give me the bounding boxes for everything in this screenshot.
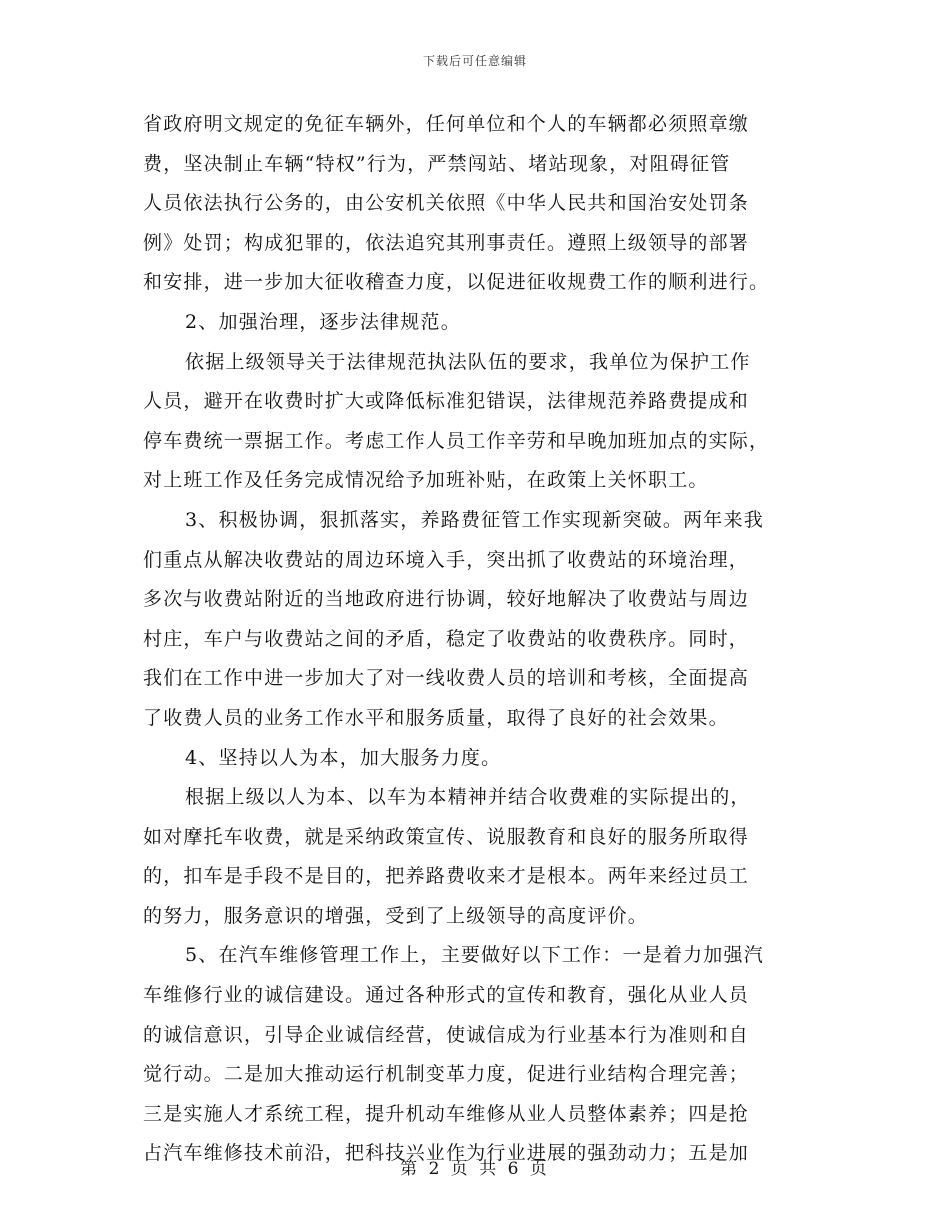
text-line: 三是实施人才系统工程，提升机动车维修从业人员整体素养；四是抢 (143, 1102, 750, 1125)
text-line: 4、坚持以人为本，加大服务力度。 (185, 746, 502, 769)
text-line: 的，扣车是手段不是目的，把养路费收来才是根本。两年来经过员工 (143, 865, 750, 888)
text-line: 5、在汽车维修管理工作上，主要做好以下工作：一是着力加强汽 (185, 944, 764, 967)
text-line: 觉行动。二是加大推动运行机制变革力度，促进行业结构合理完善； (143, 1063, 750, 1086)
footer-total-pages: 6 (507, 1159, 522, 1179)
document-body (143, 105, 808, 1174)
page-header: 下载后可任意编辑 (422, 54, 527, 68)
footer-prefix: 第 (400, 1159, 421, 1179)
text-line: 停车费统一票据工作。考虑工作人员工作辛劳和早晚加班加点的实际， (143, 429, 770, 452)
text-line: 费，坚决制止车辆“特权”行为，严禁闯站、堵站现象，对阻碍征管 (143, 152, 731, 175)
page-footer (0, 1154, 950, 1179)
text-line: 如对摩托车收费，就是采纳政策宣传、说服教育和良好的服务所取得 (143, 825, 750, 848)
text-line: 省政府明文规定的免征车辆外，任何单位和个人的车辆都必须照章缴 (143, 113, 750, 135)
footer-page-number: 2 (428, 1159, 443, 1179)
text-line: 和安排，进一步加大征收稽查力度，以促进征收规费工作的顺利进行。 (143, 271, 770, 294)
text-line: 2、加强治理，逐步法律规范。 (185, 310, 461, 333)
text-line: 占汽车维修技术前沿，把科技兴业作为行业进展的强劲动力；五是加 (143, 1142, 750, 1165)
text-line: 我们在工作中进一步加大了对一线收费人员的培训和考核，全面提高 (143, 667, 750, 690)
text-line: 根据上级以人为本、以车为本精神并结合收费难的实际提出的， (185, 786, 751, 809)
text-line: 村庄，车户与收费站之间的矛盾，稳定了收费站的收费秩序。同时， (143, 627, 750, 650)
text-line: 对上班工作及任务完成情况给予加班补贴，在政策上关怀职工。 (143, 469, 709, 492)
text-line: 车维修行业的诚信建设。通过各种形式的宣传和教育，强化从业人员 (143, 984, 750, 1007)
text-line: 多次与收费站附近的当地政府进行协调，较好地解决了收费站与周边 (143, 588, 750, 611)
text-line: 例》处罚；构成犯罪的，依法追究其刑事责任。遵照上级领导的部署 (143, 231, 750, 254)
text-line: 的诚信意识，引导企业诚信经营，使诚信成为行业基本行为准则和自 (143, 1023, 750, 1046)
text-line: 们重点从解决收费站的周边环境入手，突出抓了收费站的环境治理， (143, 548, 750, 571)
text-line: 人员依法执行公务的，由公安机关依照《中华人民共和国治安处罚条 (143, 192, 750, 215)
footer-suffix: 页 (529, 1159, 550, 1179)
footer-middle: 页 共 (450, 1159, 500, 1179)
text-line: 的努力，服务意识的增强，受到了上级领导的高度评价。 (143, 904, 649, 927)
text-line: 人员，避开在收费时扩大或降低标准犯错误，法律规范养路费提成和 (143, 390, 750, 413)
text-line: 依据上级领导关于法律规范执法队伍的要求，我单位为保护工作 (185, 350, 751, 373)
text-line: 了收费人员的业务工作水平和服务质量，取得了良好的社会效果。 (143, 706, 729, 729)
text-line: 3、积极协调，狠抓落实，养路费征管工作实现新突破。两年来我 (185, 508, 764, 531)
